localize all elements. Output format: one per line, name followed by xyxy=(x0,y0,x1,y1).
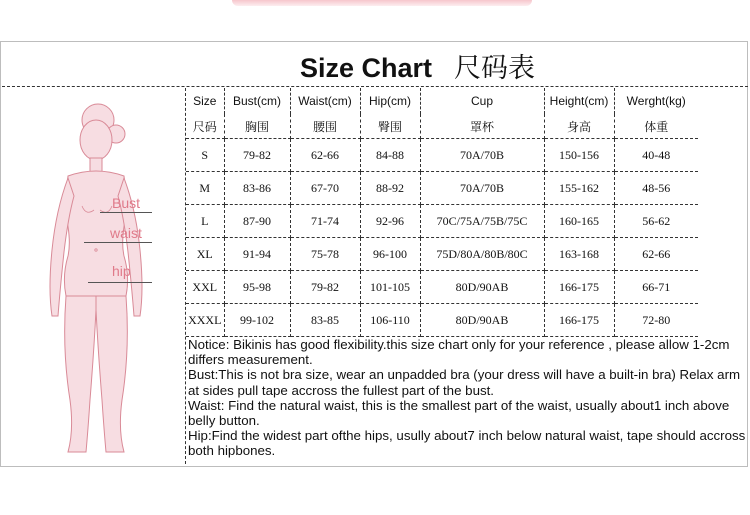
table-header-english xyxy=(186,88,698,114)
hip-label: hip xyxy=(112,263,131,279)
header-weight-cn: 体重 xyxy=(614,114,698,139)
header-weight: Werght(kg) xyxy=(626,94,686,108)
note-notice: Notice: Bikinis has good flexibility.this size chart only for your reference , please allow 1-2cm differs measurement. xyxy=(188,337,730,368)
cell-cup: 70A/70B xyxy=(420,172,544,205)
top-decoration xyxy=(232,0,532,6)
title-chinese: 尺码表 xyxy=(454,53,536,84)
cell-cup: 70A/70B xyxy=(420,139,544,172)
cell-size: XXL xyxy=(186,271,224,304)
cell-height: 160-165 xyxy=(544,205,614,238)
body-figure-illustration xyxy=(28,100,178,462)
title-divider xyxy=(2,86,748,87)
header-cup-cn: 罩杯 xyxy=(420,114,544,139)
cell-waist: 79-82 xyxy=(290,271,360,304)
cell-size: L xyxy=(186,205,224,238)
note-waist: Waist: Find the natural waist, this is the smallest part of the waist, usually about1 inch above belly button. xyxy=(188,397,730,429)
table-row xyxy=(186,304,698,337)
cell-bust: 83-86 xyxy=(224,172,290,205)
cell-size: XL xyxy=(186,238,224,271)
header-waist-cn: 腰围 xyxy=(290,114,360,139)
table-row xyxy=(186,172,698,205)
cell-cup: 80D/90AB xyxy=(420,271,544,304)
note-hip: Hip:Find the widest part ofthe hips, usully about7 inch below natural waist, tape should accross both hipbones. xyxy=(188,428,746,459)
cell-weight: 48-56 xyxy=(614,172,698,205)
cell-size: XXXL xyxy=(186,304,224,337)
table-row xyxy=(186,238,698,271)
cell-cup: 80D/90AB xyxy=(420,304,544,337)
measurement-notes xyxy=(188,337,748,459)
cell-height: 150-156 xyxy=(544,139,614,172)
cell-bust: 91-94 xyxy=(224,238,290,271)
cell-size: S xyxy=(186,139,224,172)
waist-label: waist xyxy=(110,225,142,241)
cell-waist: 83-85 xyxy=(290,304,360,337)
cell-hip: 101-105 xyxy=(360,271,420,304)
header-waist: Waist(cm) xyxy=(290,88,360,114)
cell-hip: 96-100 xyxy=(360,238,420,271)
hip-guide-line xyxy=(88,282,152,283)
header-hip-cn: 臀围 xyxy=(360,114,420,139)
header-height: Height(cm) xyxy=(544,88,614,114)
cell-height: 166-175 xyxy=(544,304,614,337)
cell-height: 166-175 xyxy=(544,271,614,304)
table-row xyxy=(186,205,698,238)
cell-hip: 84-88 xyxy=(360,139,420,172)
header-hip: Hip(cm) xyxy=(360,88,420,114)
cell-bust: 79-82 xyxy=(224,139,290,172)
waist-guide-line xyxy=(84,242,152,243)
size-table xyxy=(186,88,698,337)
cell-cup: 75D/80A/80B/80C xyxy=(420,238,544,271)
bust-label: Bust xyxy=(112,195,141,211)
cell-hip: 92-96 xyxy=(360,205,420,238)
header-bust: Bust(cm) xyxy=(224,88,290,114)
header-size-cn: 尺码 xyxy=(186,114,224,139)
note-bust: Bust:This is not bra size, wear an unpadded bra (your dress will have a built-in bra) Relax arm at sides pull tape accross the fullest part of the bust. xyxy=(188,367,741,398)
header-size: Size xyxy=(186,88,224,114)
cell-size: M xyxy=(186,172,224,205)
table-row xyxy=(186,139,698,172)
title-english: Size Chart xyxy=(300,53,433,83)
table-header-chinese xyxy=(186,114,698,139)
cell-weight: 56-62 xyxy=(614,205,698,238)
page-title xyxy=(300,46,535,84)
table-row xyxy=(186,271,698,304)
bust-guide-line xyxy=(100,212,152,213)
cell-hip: 88-92 xyxy=(360,172,420,205)
cell-height: 163-168 xyxy=(544,238,614,271)
cell-cup: 70C/75A/75B/75C xyxy=(420,205,544,238)
cell-weight: 72-80 xyxy=(614,304,698,337)
header-cup: Cup xyxy=(420,88,544,114)
cell-bust: 99-102 xyxy=(224,304,290,337)
header-height-cn: 身高 xyxy=(544,114,614,139)
cell-waist: 67-70 xyxy=(290,172,360,205)
cell-waist: 71-74 xyxy=(290,205,360,238)
cell-waist: 75-78 xyxy=(290,238,360,271)
cell-waist: 62-66 xyxy=(290,139,360,172)
header-bust-cn: 胸围 xyxy=(224,114,290,139)
cell-hip: 106-110 xyxy=(360,304,420,337)
cell-weight: 62-66 xyxy=(614,238,698,271)
cell-weight: 40-48 xyxy=(614,139,698,172)
cell-weight: 66-71 xyxy=(614,271,698,304)
cell-bust: 95-98 xyxy=(224,271,290,304)
cell-height: 155-162 xyxy=(544,172,614,205)
cell-bust: 87-90 xyxy=(224,205,290,238)
